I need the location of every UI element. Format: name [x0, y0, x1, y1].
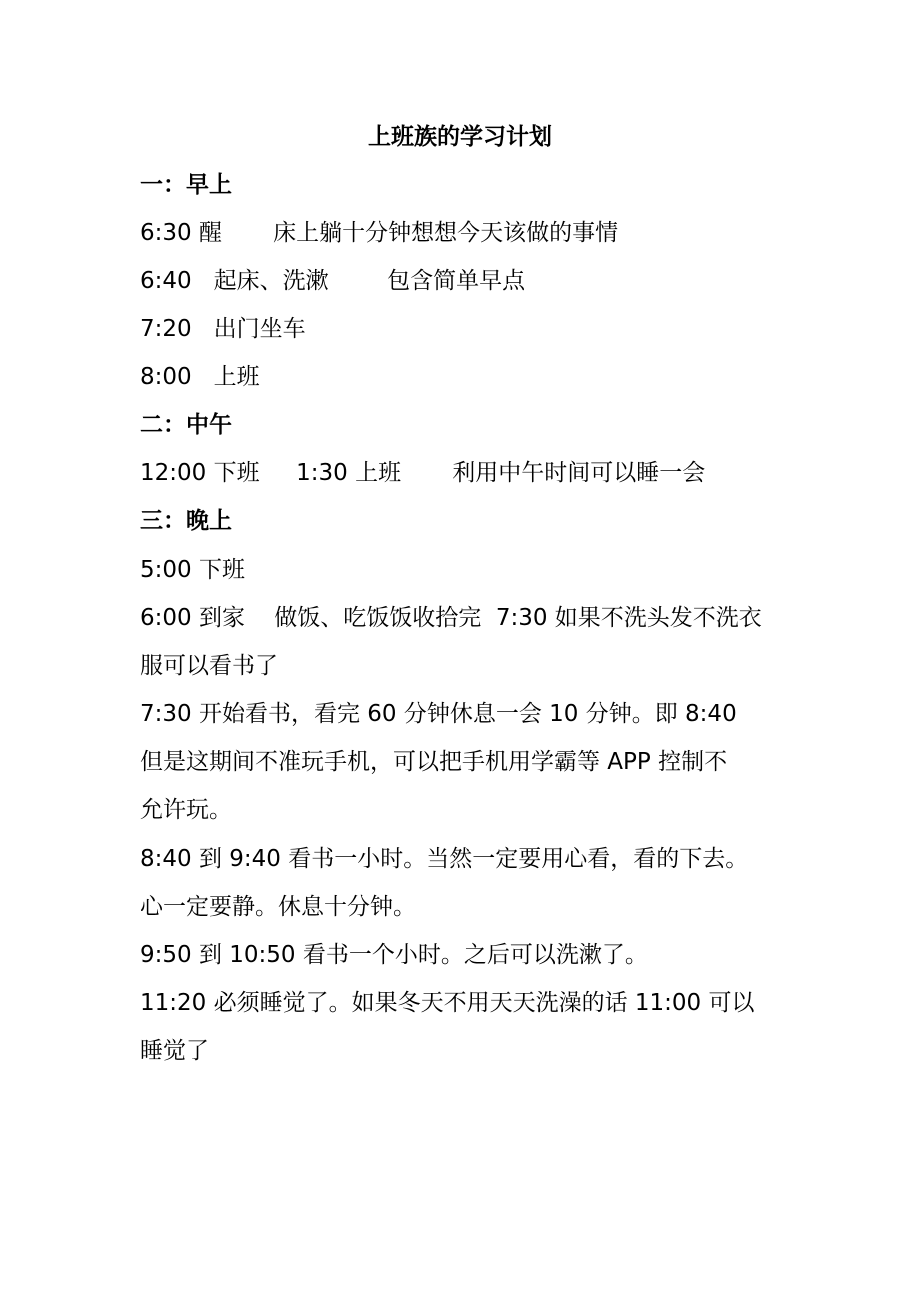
- section-heading-morning: 一：早上: [140, 172, 232, 198]
- text-line: 但是这期间不准玩手机，可以把手机用学霸等 APP 控制不: [140, 749, 728, 775]
- text-line: 睡觉了: [140, 1038, 209, 1064]
- text-line: 服可以看书了: [140, 653, 278, 679]
- text-line: 允许玩。: [140, 797, 232, 823]
- text-line: 8:40 到 9:40 看书一小时。当然一定要用心看，看的下去。: [140, 846, 749, 872]
- text-line: 心一定要静。休息十分钟。: [140, 894, 416, 920]
- document-title: 上班族的学习计划: [368, 124, 552, 150]
- section-heading-noon: 二：中午: [140, 412, 232, 438]
- text-line: 9:50 到 10:50 看书一个小时。之后可以洗漱了。: [140, 942, 648, 968]
- text-line: 7:20 出门坐车: [140, 316, 306, 342]
- text-line: 6:30 醒 床上躺十分钟想想今天该做的事情: [140, 220, 619, 246]
- text-line: 6:40 起床、洗漱 包含简单早点: [140, 268, 526, 294]
- text-line: 5:00 下班: [140, 557, 245, 583]
- section-heading-evening: 三：晚上: [140, 508, 232, 534]
- text-line: 7:30 开始看书，看完 60 分钟休息一会 10 分钟。即 8:40: [140, 701, 737, 727]
- text-line: 12:00 下班 1:30 上班 利用中午时间可以睡一会: [140, 460, 706, 486]
- text-line: 11:20 必须睡觉了。如果冬天不用天天洗澡的话 11:00 可以: [140, 990, 755, 1016]
- text-line: 6:00 到家 做饭、吃饭饭收拾完 7:30 如果不洗头发不洗衣: [140, 605, 762, 631]
- text-line: 8:00 上班: [140, 364, 260, 390]
